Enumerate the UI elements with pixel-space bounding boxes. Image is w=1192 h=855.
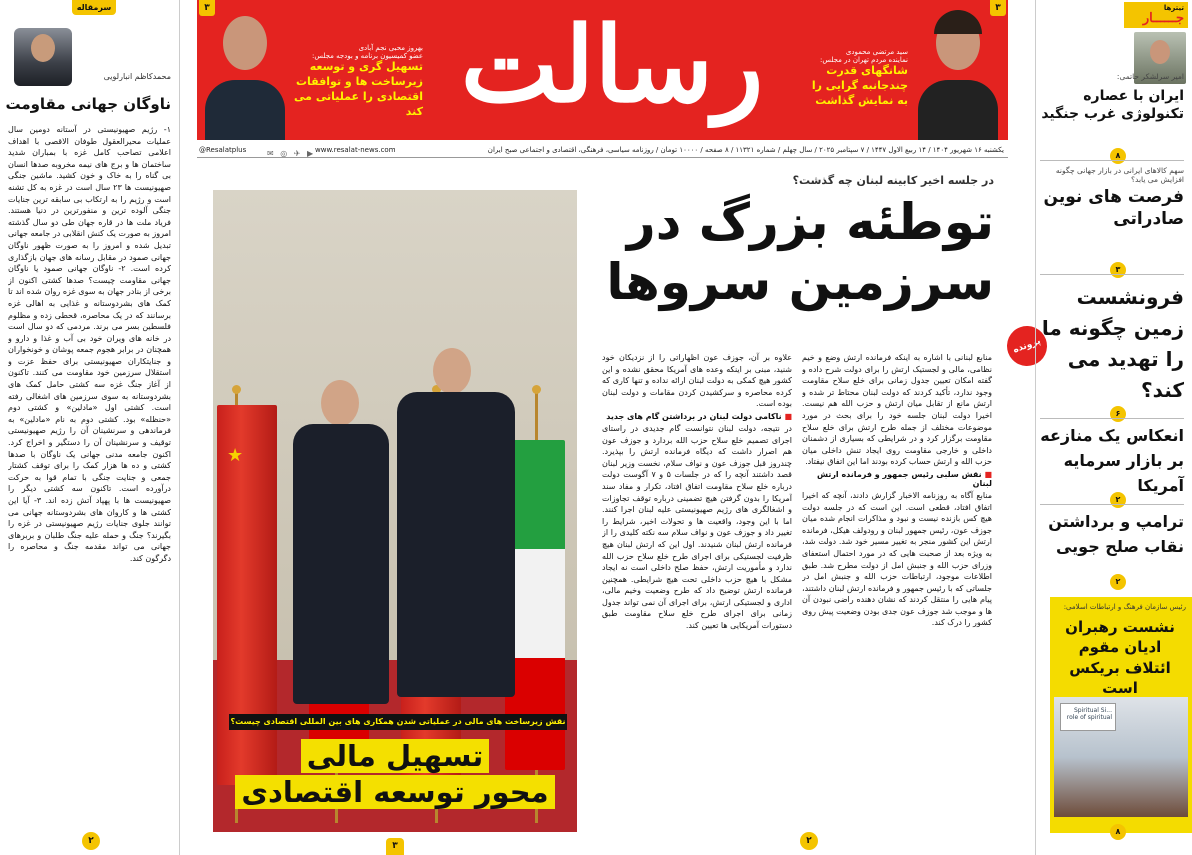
featured-brief-page-badge: ۸ [1110, 824, 1126, 840]
headlines-tag-logo: جــــــار [1142, 11, 1184, 26]
divider [1040, 160, 1184, 161]
brief-item[interactable] [1040, 424, 1184, 498]
main-subhead: ■ ناکامی دولت لبنان در برداشتن گام های جدید [602, 412, 792, 421]
tease-left-byline: بهروز محبی نجم آبادی [358, 44, 423, 52]
main-paragraph: منابع لبنانی با اشاره به اینکه فرمانده ارتش وضع و خیم نظامی، مالی و لجستیک ارتش را برای دولت شرح داده و گفته امکان تعیین جدول زمانی برای خلع سلاح مقاومت وجود ندارد، تأکید کردند که دولت لبنان محتاط تر شده و ارتش مانع از تقابل میان ارتش و حزب الله هم نیست. اخیرا دولت لبنان جلسه خود را برای بحث در مورد موضوعات مختلف از جمله طرح ارتش برای خلع سلاح مقاومت برگزار کرد و در شرایطی که بسیاری از دشمنان داخلی و خارجی مقاومت روی ایجاد تنش داخلی میان حزب الله و ارتش حساب کرده بودند اما این اتفاق نیفتاد. [802, 353, 992, 467]
photo-caption-line2: محور توسعه اقتصادی [235, 775, 554, 809]
featured-brief-photo [1054, 697, 1188, 817]
divider [1040, 274, 1184, 275]
headlines-column [1035, 0, 1192, 855]
brief-headline: انعکاس یک منازعه بر بازار سرمایه آمریکا [1040, 426, 1184, 495]
editorial-headline[interactable]: ناوگان جهانی مقاومت [5, 95, 171, 113]
brief-item[interactable] [1040, 282, 1184, 406]
tease-right-headline: شانگهای قدرت چندجانبه گرایی را به نمایش گذاشت [811, 64, 908, 107]
dossier-badge: پرونده [1001, 320, 1052, 371]
brief-item[interactable] [1040, 510, 1184, 560]
main-paragraph: در نتیجه، دولت لبنان نتوانست گام جدیدی در راستای اجرای تصمیم خلع سلاح حزب الله بردارد و جوزف عون هم اصرار داشت که دیگاه فرمانده ارتش را بپذیرد. چندروز قبل جوزف عون و نواف سلام، نخست وزیر لبنان قصد داشتند آنچه را که در جلسات ۵ و ۷ آگوست دولت درباره خلع سلاح مقاومت اتفاق افتاد، تکرار و مفاد سند آمریکا را بدون گرفتن هیچ تضمینی درباره توقف تجاوزات و اشغالگری های رژیم صهیونیستی علیه لبنان اجرا کنند. اما با این وجود، واقعیت ها و تحولات اخیر، شرایط را تغییر داد و جوزف عون و نواف سلام سه نکته کلیدی را از فرمانده ارتش لبنان شنیدند. اول این که ارتش لبنان هیچ ظرفیت لجستیکی برای اجرای طرح خلع سلاح حزب الله ندارد و مأموریت ارتش، حفظ صلح داخلی است نه ایجاد مشکل با هیچ حزب داخلی تحت هیچ شرایطی. همچنین فرمانده ارتش توضیح داد که طرح وضعیت وخیم مالی، اداری و لجستیکی ارتش، برای اجرای آن نمی تواند جدول زمانی برای اجرای طرح خلع سلاح مقاومت طبق دستورات آمریکایی ها تعیین کند. [602, 423, 792, 631]
featured-brief-headline: نشست رهبران ادیان مقوم ائتلاف بریکس است [1065, 618, 1175, 697]
headlines-tag-label: تیترها [1163, 4, 1184, 12]
masthead-page-right: ۳ [990, 0, 1006, 16]
main-story-column-left [602, 352, 792, 827]
portrait-left [199, 0, 291, 140]
masthead-tease-right[interactable] [798, 48, 908, 109]
divider [1040, 504, 1184, 505]
main-page-badge: ۲ [800, 832, 818, 850]
featured-brief-box[interactable] [1050, 597, 1192, 833]
brief-headline: فرصت های نوین صادراتی [1043, 187, 1184, 230]
brief-headline: ترامپ و برداشتن نقاب صلح جویی [1048, 512, 1184, 556]
tease-right-byline: سید مرتضی محمودی [845, 48, 908, 56]
portrait-right [912, 0, 1004, 140]
brief-item[interactable] [1040, 166, 1184, 230]
social-icons: ▶ ✈ ◎ ✉ [267, 149, 316, 158]
photo-page-badge: ۳ [386, 838, 404, 855]
newspaper-logo: رسالت [460, 3, 764, 126]
brief-headline: فرونشست زمین چگونه ما را تهدید می کند؟ [1041, 285, 1184, 402]
brief-page-badge: ۸ [1110, 148, 1126, 164]
headlines-tag [1124, 2, 1188, 28]
brief-headline: ایران با عصاره تکنولوژی غرب جنگید [1041, 88, 1184, 123]
lead-photo[interactable] [213, 190, 577, 832]
photo-caption-main[interactable] [229, 738, 561, 811]
social-handle[interactable]: Resalatplus@ [199, 146, 247, 154]
masthead-tease-left[interactable] [293, 44, 423, 119]
masthead [197, 0, 1008, 140]
main-kicker: در جلسه اخیر کابینه لبنان چه گذشت؟ [792, 174, 994, 187]
brief-label: سهم کالاهای ایرانی در بازار جهانی چگونه افزایش می یابد؟ [1055, 166, 1184, 184]
masthead-page-left: ۳ [199, 0, 215, 16]
editorial-tag: سرمقاله [72, 0, 116, 15]
featured-brief-label: رئیس سازمان فرهنگ و ارتباطات اسلامی: [1063, 603, 1186, 611]
editorial-author: محمدکاظم انبارلویی [103, 72, 171, 81]
main-story-column-right [802, 352, 992, 827]
brief-page-badge: ۲ [1110, 574, 1126, 590]
website-link[interactable]: www.resalat-news.com [315, 146, 396, 154]
photo-caption-strip: نقش زیرساخت های مالی در عملیاتی شدن همکاری های بین المللی اقتصادی چیست؟ [229, 714, 567, 730]
brief-page-badge: ۶ [1110, 406, 1126, 422]
divider [1040, 418, 1184, 419]
tease-left-desc: عضو کمیسیون برنامه و بودجه مجلس: [312, 52, 423, 60]
main-subhead: ■ نقش سلبی رئیس جمهور و فرمانده ارتش لبنان [802, 470, 992, 488]
main-paragraph: منابع آگاه به روزنامه الاخبار گزارش دادند، آنچه که اخیرا اتفاق افتاد، قطعی است. این است که در جلسه دولت هیچ کس بازنده نیست و نبود و مذاکرات انجام شده میان جوزف عون، رئیس جمهور لبنان و رودولف هیکل، فرمانده ارتش این کشور منجر به تغییر مسیر خود شد. دولت شد، به ویژه بعد از صحبت هایی که در مورد احتمال استعفای وزرای حزب الله و جنبش امل از دولت مطرح شد. طبق اطلاعات موجود، ارتباطات حزب الله و جنبش امل در جلساتی که با رئیس جمهور و فرمانده ارتش لبنان داشتند، پیام هایی را منتقل کردند که نشان دهنده راضی نبودن آن ها و موجب شد جوزف عون جدی بودن وضعیت پیش روی کشور را درک کند. [802, 490, 992, 628]
main-headline[interactable]: توطئه بزرگ در سرزمین سروها [606, 193, 994, 311]
tease-left-headline: تسهیل گری و توسعه زیرساخت ها و توافقات اقتصادی را عملیاتی می کند [294, 60, 423, 118]
photo-caption-line1: تسهیل مالی [301, 739, 489, 773]
issue-date: یکشنبه ۱۶ شهریور ۱۴۰۴ / ۱۴ ربیع الاول ۱۴۴۷ / ۷ سپتامبر ۲۰۲۵ / سال چهلم / شماره ۱۱۳۲۱ / ۸ صفحه / ۱۰۰۰۰ تومان / روزنامه سیاسی، فرهنگی، اقتصادی و اجتماعی صبح ایران [487, 146, 1004, 154]
tease-right-desc: نماینده مردم تهران در مجلس: [820, 56, 908, 64]
editorial-page-badge: ۲ [82, 832, 100, 850]
main-paragraph: علاوه بر آن، جوزف عون اظهاراتی را از نزدیکان خود شنید، مبنی بر اینکه وعده های آمریکا محقق نشده و این کشور هیچ کمکی به دولت لبنان ارائه نداده و تنها کاری که کرده محاصره و سرکشیدن کردن مقامات و دولت لبنان بوده است. [602, 353, 792, 409]
editorial-column [0, 0, 180, 855]
brief-label: امیر سرلشکر حاتمی: [1116, 72, 1184, 81]
brief-page-badge: ۳ [1110, 262, 1126, 278]
author-portrait [14, 28, 72, 86]
brief-item[interactable] [1040, 72, 1184, 123]
dateline-bar [197, 142, 1008, 158]
editorial-body: ۱- رژیم صهیونیستی در آستانه دومین سال عملیات محیرالعقول طوفان الاقصی با اهداف اعلامی تصاحب کامل غزه با بمباران شدید ساختمان ها و برج های نیمه مخروبه صدها انسان بی گناه را به خاک و خون کشید. ماشین جنگی صهیونیست ها ۲۳ سال است در غزه به کل تشنه است و رژیم را به ارتکاب بی سابقه ترین جنایات جنگی آلوده ترین و منفورترین در دنیا هستند. فریاد ملت ها در قاره جهان طی دو سال گذشته امروز به صورت یک کنش انقلابی در جامعه جهانی تبدیل شده و امروز را به صورت ظهور ناوگان جهانی صمود در مقابل رسانه های جهان بازگذاری کرده است. ۲- ناوگان جهانی صمود یا ناوگان جهانی مقاومت چیست؟ صدها کشتی اکنون از برخی از بنادر جهان به سوی غزه روان شده اند تا کمک های بشردوستانه و غذایی به اهالی غزه برسانند که در یک محاصره، قحطی زده و مظلوم فلسطین بسر می برند. مردمی که دو سال است در خانه های ویران خود بی آب و غذا و دارو و همچنان در برابر هجوم جمعه پوشان و خونخواران و جنایتکاران صهیونیستی برای حفظ عزت و استقلال سرزمین خود مقاومت می کنند. تاکنون از آغاز جنگ غزه سه کشتی حامل کمک های بشردوستانه به سوی سرزمین های اشغالی رفته است. کشتی اول «مادلین» و کشتی دوم «حنظله» بود. کشتی دوم به نام «مادلین» به فرماندهی و سرنشینان آن را رژیم صهیونیستی توقیف و سرنشینان آن را دستگیر و اخراج کرد. اکنون جامعه مدنی جهانی یک ناوگان با صدها کشتی و ده ها هزار کمک را برای توقف کشتار جمعی و جنایت جنگی با تمام قوا به حرکت درآورده است. تاکنون سه کشتی دیگر را صهیونیست ها با پهپاد آتش زده اند. ۳- آیا این کشتی ها و کاروان های بشردوستانه جهانی می توانند جلوی جنایات رژیم صهیونیستی در غزه را بگیرند؟ جنگ و حمله علیه جنگ طلبان و بربرهای جهانی می تواند مقدمه جنگ و محاصره را دگرگون کند. [8, 125, 171, 563]
brief-page-badge: ۲ [1110, 492, 1126, 508]
photo-banner-text: Spiritual Si... role of spiritual [1060, 703, 1116, 731]
